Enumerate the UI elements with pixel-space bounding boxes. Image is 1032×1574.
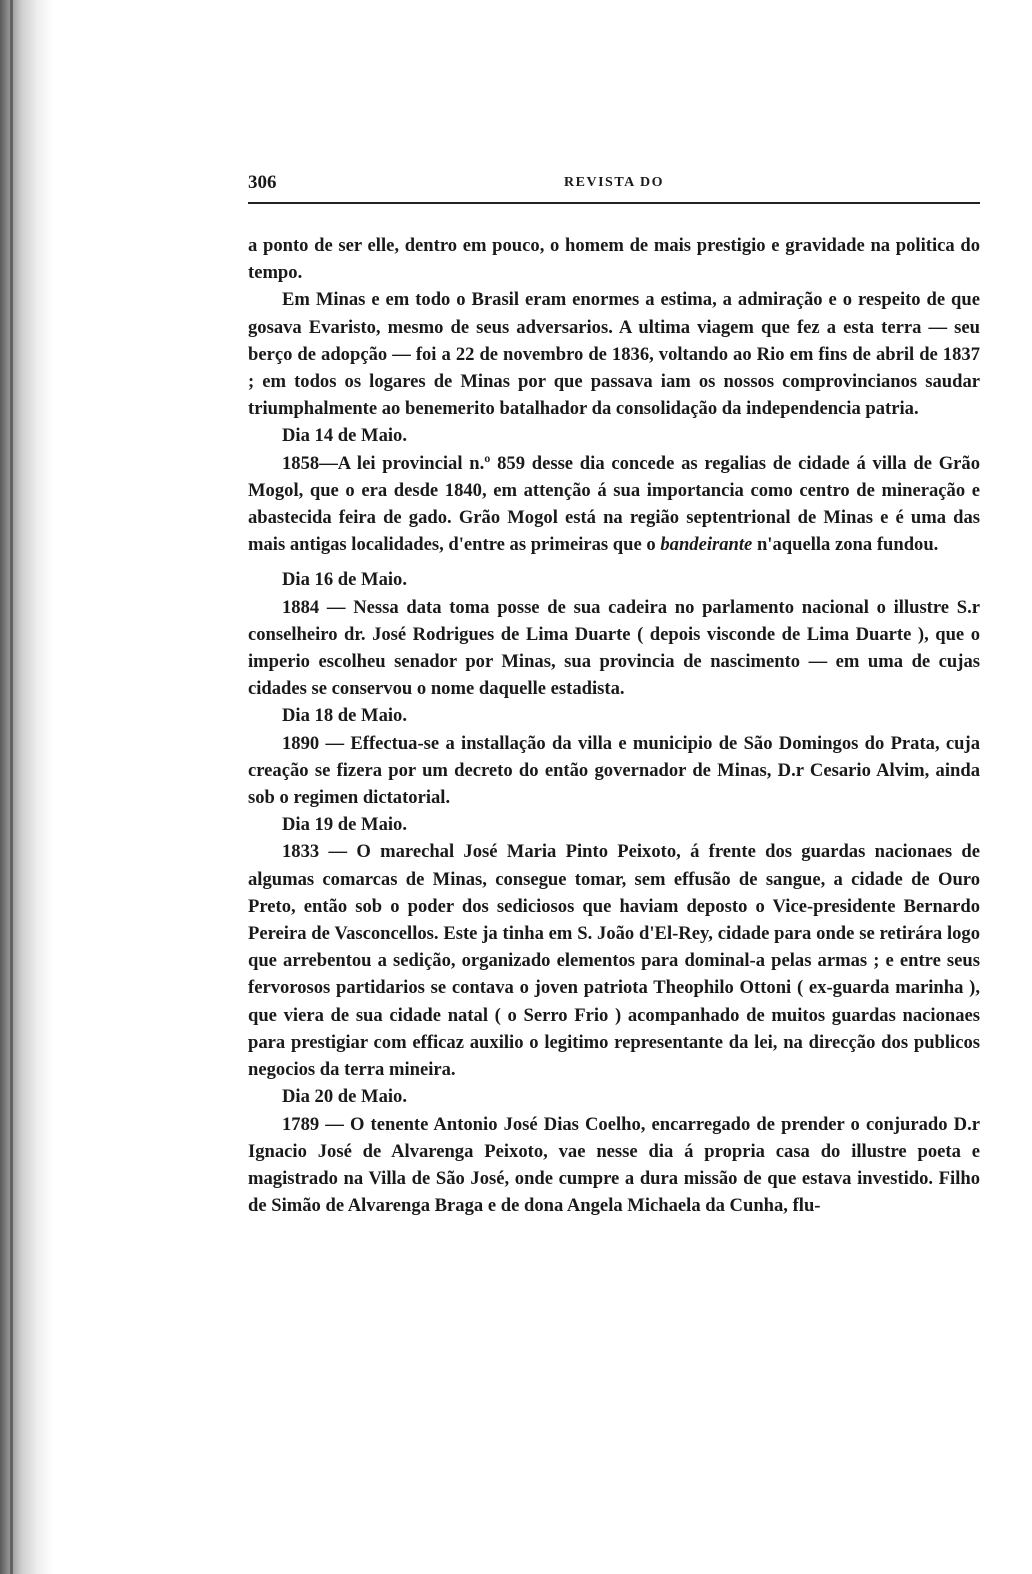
paragraph-1858 (248, 450, 980, 559)
paragraph-1833: 1833 — O marechal José Maria Pinto Peixoto, á frente dos guardas nacionaes de algumas comarcas de Minas, consegue tomar, sem effusão de sangue, a cidade de Ouro Preto, então sob o poder dos sediciosos que haviam deposto o Vice-presidente Bernardo Pereira de Vasconcellos. Este ja tinha em S. João d'El-Rey, cidade para onde se retirára logo que arrebentou a sedição, organizado elementos para dominal-a pelas armas ; e entre seus fervorosos partidarios se contava o joven patriota Theophilo Ottoni ( ex-guarda marinha ), que viera de sua cidade natal ( o Serro Frio ) acompanhado de muitos guardas nacionaes para prestigiar com efficaz auxilio o legitimo representante da lei, na direcção dos publicos negocios da terra mineira. (248, 841, 980, 1081)
date-heading-18-maio: Dia 18 de Maio. (282, 705, 407, 727)
page-number: 306 (248, 172, 277, 193)
paragraph-1858-end: n'aquella zona fundou. (756, 534, 939, 556)
date-heading-20-maio: Dia 20 de Maio. (282, 1086, 407, 1108)
header-rule (248, 202, 980, 204)
paragraph-continuation: a ponto de ser elle, dentro em pouco, o homem de mais prestigio e gravidade na politica do tempo. (248, 235, 980, 284)
paragraph-1890: 1890 — Effectua-se a installação da villa e municipio de São Domingos do Prata, cuja creação se fizera por um decreto do então governador de Minas, D.r Cesario Alvim, ainda sob o regimen dictatorial. (248, 732, 980, 809)
paragraph-1884: 1884 — Nessa data toma posse de sua cadeira no parlamento nacional o illustre S.r conselheiro dr. José Rodrigues de Lima Duarte ( depois visconde de Lima Duarte ), que o imperio escolheu senador por Minas, sua provincia de nascimento — em uma de cujas cidades se conservou o nome daquelle estadista. (248, 596, 980, 700)
paragraph-evaristo: Em Minas e em todo o Brasil eram enormes a estima, a admiração e o respeito de que gosava Evaristo, mesmo de seus adversarios. A ultima viagem que fez a esta terra — seu berço de adopção — foi a 22 de novembro de 1836, voltando ao Rio em fins de abril de 1837 ; em todos os logares de Minas por que passava iam os nossos comprovincianos saudar triumphalmente ao benemerito batalhador da consolidação da independencia patria. (248, 289, 980, 420)
paragraph-1789: 1789 — O tenente Antonio José Dias Coelho, encarregado de prender o conjurado D.r Ignacio José de Alvarenga Peixoto, vae nesse dia á propria casa do illustre poeta e magistrado na Villa de São José, onde cumpre a dura missão de que estava investido. Filho de Simão de Alvarenga Braga e de dona Angela Michaela da Cunha, flu- (248, 1113, 980, 1217)
running-title: REVISTA DO (564, 175, 664, 190)
date-heading-16-maio: Dia 16 de Maio. (282, 569, 407, 591)
paragraph-1858-text: 1858—A lei provincial n.º 859 desse dia concede as regalias de cidade á villa de Grão Mogol, que o era desde 1840, em attenção á sua importancia como centro de mineração e abastecida feira de gado. Grão Mogol está na região septentrional de Minas e é uma das mais antigas localidades, d'entre as primeiras que o (248, 452, 980, 556)
book-page (248, 172, 980, 1219)
date-heading-19-maio: Dia 19 de Maio. (282, 814, 407, 836)
italic-word-bandeirante: bandeirante (660, 534, 753, 556)
running-header (248, 172, 980, 198)
date-heading-14-maio: Dia 14 de Maio. (282, 425, 407, 447)
book-binding-edge (0, 0, 54, 1574)
body-text (248, 232, 980, 1219)
